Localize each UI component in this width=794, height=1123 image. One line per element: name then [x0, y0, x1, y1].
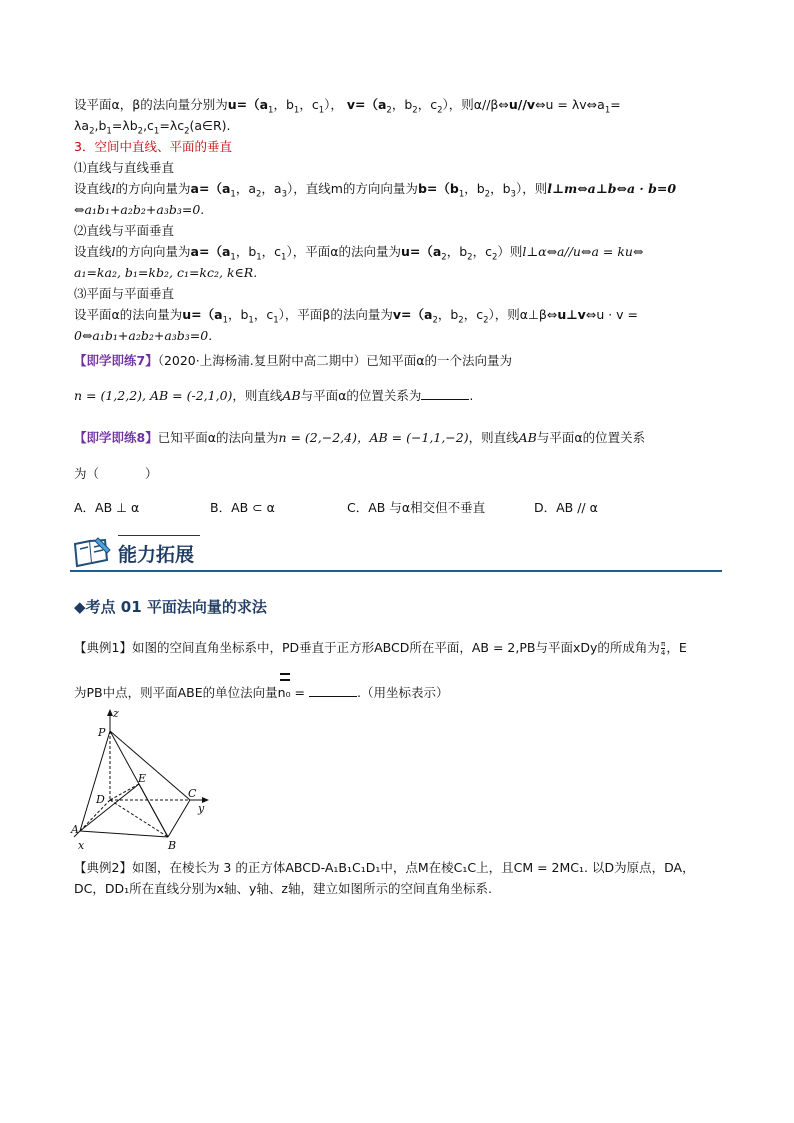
- exercise-7-line-2: n = (1,2,2), AB = (-2,1,0)，则直线AB与平面α的位置关系为 .: [74, 388, 474, 403]
- parallel-planes-line-1: 设平面α，β的法向量分别为$u=(a_1$，$b_1$，$c_1$）， $v=(a_2$，$b_2$，$c_2$），则α//β⇔u//v⇔u = $\lambda v\Leftrightarrow a_1=$: [74, 97, 621, 116]
- section-underline: [70, 570, 722, 572]
- label-D: D: [96, 793, 105, 806]
- section-top-rule: [118, 535, 200, 536]
- label-E: E: [138, 772, 147, 785]
- option-b[interactable]: B．AB ⊂ α: [210, 500, 275, 515]
- answer-blank-2[interactable]: [309, 686, 357, 697]
- pyramid-figure: [68, 703, 218, 853]
- plane-plane-heading: ⑶平面与平面垂直: [74, 286, 175, 301]
- option-d[interactable]: D．AB // α: [534, 500, 598, 515]
- vector-arrow-icon: [280, 673, 290, 681]
- answer-blank[interactable]: [421, 389, 469, 400]
- example-1-line-2: 为PB中点，则平面ABE的单位法向量 n₀ = .（用坐标表示）: [74, 685, 449, 701]
- line-line-text-1: 设直线l的方向向量为$a=(a_1$，$a_2$，$a_3$），直线m的方向向量为$b=(b_1$，$b_2$，$b_3$），则l⊥m⇔a⊥b⇔a · b=0: [74, 181, 677, 200]
- exercise-8-line-2: 为（ ）: [74, 466, 158, 481]
- kaodian-heading: ◆考点 01 平面法向量的求法: [74, 598, 267, 616]
- line-plane-heading: ⑵直线与平面垂直: [74, 223, 175, 238]
- line-plane-text-1: 设直线l的方向向量为$a=(a_1$，$b_1$，$c_1$），平面α的法向量为$u=(a_2$，$b_2$，$c_2$）则l⊥α⇔a//u⇔a = ku⇔: [74, 244, 644, 263]
- parallel-planes-line-2: $\lambda a_2,b_1=\lambda b_2,c_1=\lambda c_2(a\in R)$.: [74, 118, 231, 137]
- example-1-line-1: 【典例1】如图的空间直角坐标系中，PD垂直于正方形ABCD所在平面，AB = 2,PB与平面xDy的所成角为 $\frac{\pi}{4}$ ，E: [74, 640, 687, 657]
- label-y: y: [198, 802, 205, 815]
- line-line-heading: ⑴直线与直线垂直: [74, 160, 175, 175]
- option-c[interactable]: C．AB 与α相交但不垂直: [347, 500, 486, 515]
- example-2-line-2: DC，DD₁所在直线分别为x轴、y轴、z轴，建立如图所示的空间直角坐标系.: [74, 881, 492, 896]
- example-2-line-1: 【典例2】如图，在棱长为 3 的正方体ABCD-A₁B₁C₁D₁中，点M在棱C₁C上，且CM = 2MC₁. 以D为原点，DA，: [74, 860, 695, 875]
- label-z: z: [113, 707, 119, 720]
- label-P: P: [98, 726, 106, 739]
- plane-plane-text-1: 设平面α的法向量为$u=(a_1$，$b_1$，$c_1$），平面β的法向量为$v=(a_2$，$b_2$，$c_2$），则α⊥β⇔u⊥v⇔u · v =: [74, 307, 639, 326]
- label-B: B: [168, 839, 177, 852]
- label-A: A: [71, 823, 79, 836]
- line-line-text-2: ⇔a₁b₁+a₂b₂+a₃b₃=0.: [74, 202, 205, 217]
- label-x: x: [78, 839, 85, 852]
- section-3-title: 3．空间中直线、平面的垂直: [74, 139, 232, 154]
- option-a[interactable]: A．AB ⊥ α: [74, 500, 140, 515]
- exercise-7-line-1: 【即学即练7】（2020·上海杨浦.复旦附中高二期中）已知平面α的一个法向量为: [74, 353, 512, 368]
- section-title: 能力拓展: [118, 544, 195, 566]
- book-pencil-icon: [72, 536, 112, 570]
- plane-plane-text-2: 0⇔a₁b₁+a₂b₂+a₃b₃=0.: [74, 328, 213, 343]
- pi-over-4: $\frac{\pi}{4}$: [660, 640, 666, 657]
- line-plane-text-2: a₁=ka₂, b₁=kb₂, c₁=kc₂, k∈R.: [74, 265, 258, 280]
- exercise-8-line-1: 【即学即练8】已知平面α的法向量为n = (2,−2,4)，AB = (−1,1,−2)，则直线AB与平面α的位置关系: [74, 430, 646, 445]
- label-C: C: [188, 787, 197, 800]
